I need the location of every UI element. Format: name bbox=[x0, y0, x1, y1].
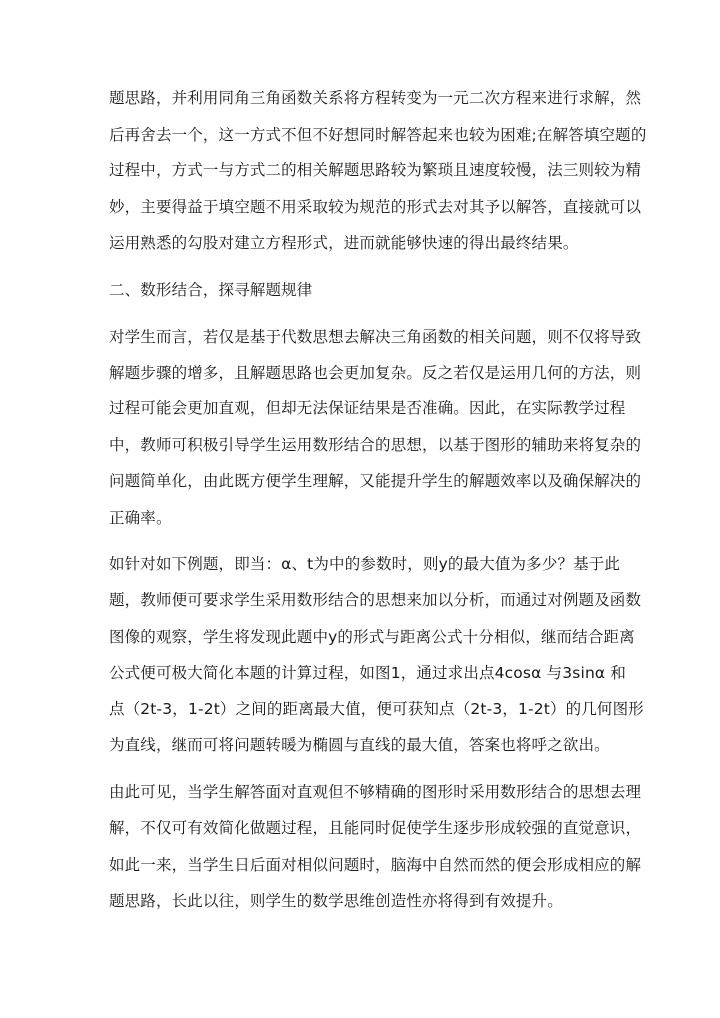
paragraph-line: 为直线，继而可将问题转暖为椭圆与直线的最大值，答案也将呼之欲出。 bbox=[109, 736, 610, 754]
section-heading: 二、数形结合，探寻解题规律 bbox=[109, 281, 313, 299]
paragraph-line: 妙，主要得益于填空题不用采取较为规范的形式去对其予以解答，直接就可以 bbox=[109, 198, 642, 216]
paragraph-line: 问题简单化，由此既方便学生理解，又能提升学生的解题效率以及确保解决的 bbox=[109, 472, 642, 490]
paragraph-line: 中，教师可积极引导学生运用数形结合的思想，以基于图形的辅助来将复杂的 bbox=[109, 436, 642, 454]
paragraph-line: 解题步骤的增多，且解题思路也会更加复杂。反之若仅是运用几何的方法，则 bbox=[109, 364, 642, 382]
paragraph-line: 题思路，长此以往，则学生的数学思维创造性亦将得到有效提升。 bbox=[109, 892, 563, 910]
paragraph-line: 过程可能会更加直观，但却无法保证结果是否准确。因此，在实际教学过程 bbox=[109, 399, 626, 417]
paragraph-line: 公式便可极大简化本题的计算过程，如图1，通过求出点4cosα 与3sinα 和 bbox=[109, 664, 627, 682]
paragraph-line: 由此可见，当学生解答面对直观但不够精确的图形时采用数形结合的思想去理 bbox=[109, 783, 642, 801]
paragraph-line: 过程中，方式一与方式二的相关解题思路较为繁琐且速度较慢，法三则较为精 bbox=[109, 161, 642, 179]
paragraph-line: 解，不仅可有效简化做题过程，且能同时促使学生逐步形成较强的直觉意识， bbox=[109, 819, 642, 837]
paragraph-line: 图像的观察，学生将发现此题中y的形式与距离公式十分相似，继而结合距离 bbox=[109, 628, 635, 646]
paragraph-line: 运用熟悉的勾股对建立方程形式，进而就能够快速的得出最终结果。 bbox=[109, 234, 579, 252]
paragraph-line: 题思路，并利用同角三角函数关系将方程转变为一元二次方程来进行求解，然 bbox=[109, 89, 642, 107]
paragraph-line: 正确率。 bbox=[109, 509, 172, 527]
paragraph-line: 如针对如下例题，即当：α、t为中的参数时，则y的最大值为多少？基于此 bbox=[109, 555, 621, 573]
paragraph-line: 如此一来，当学生日后面对相似问题时，脑海中自然而然的便会形成相应的解 bbox=[109, 856, 642, 874]
paragraph-line: 题，教师便可要求学生采用数形结合的思想来加以分析，而通过对例题及函数 bbox=[109, 591, 642, 609]
paragraph-line: 后再舍去一个，这一方式不但不好想同时解答起来也较为困难;在解答填空题的 bbox=[109, 126, 647, 144]
paragraph-line: 点（2t-3，1-2t）之间的距离最大值，便可获知点（2t-3，1-2t）的几何图形 bbox=[109, 700, 644, 718]
paragraph-line: 对学生而言，若仅是基于代数思想去解决三角函数的相关问题，则不仅将导致 bbox=[109, 328, 642, 346]
